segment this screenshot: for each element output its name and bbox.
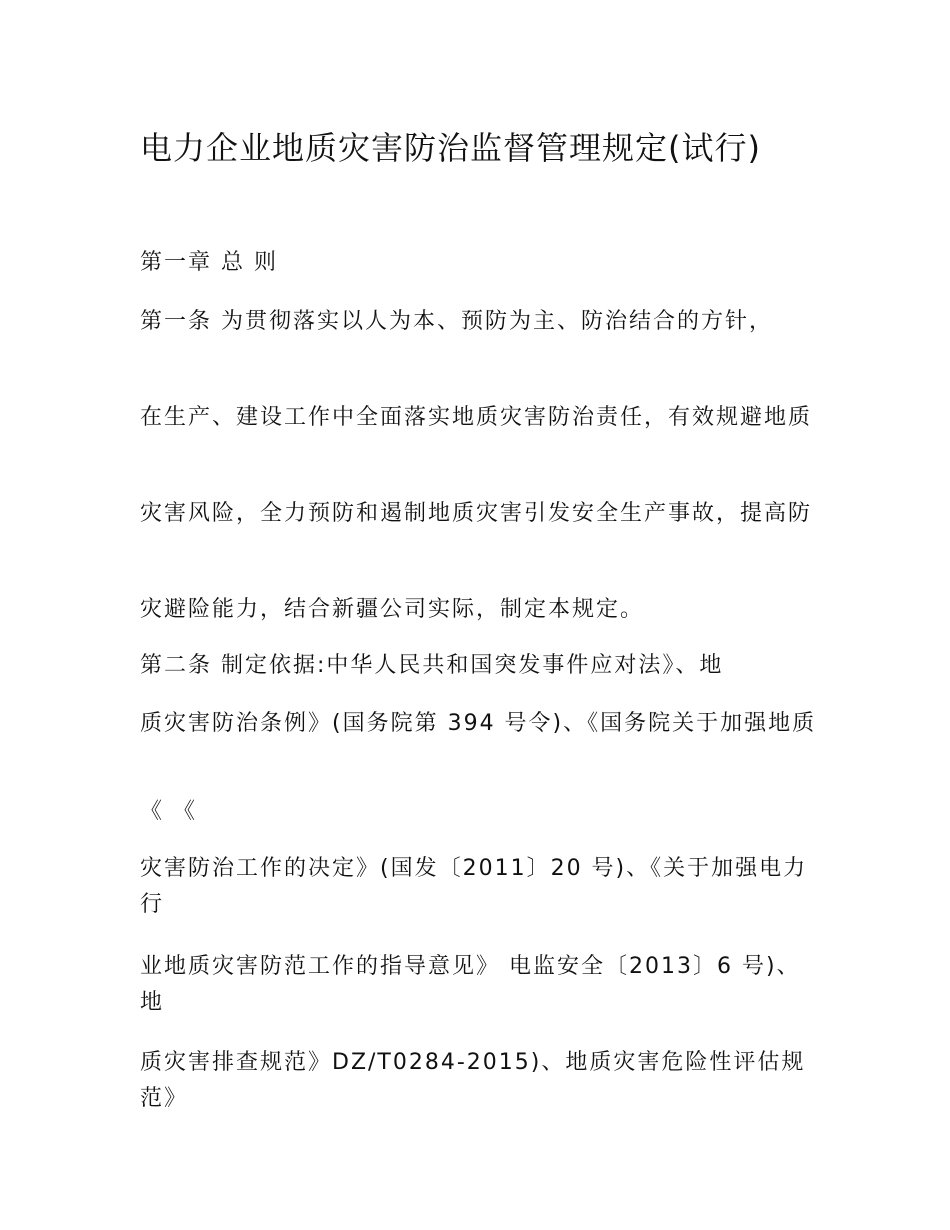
paragraph-line: 质灾害排查规范》DZ/T0284-2015)、地质灾害危险性评估规范》	[140, 1050, 806, 1111]
chapter-heading: 第一章 总 则	[140, 250, 278, 275]
paragraph-line: 灾害防治工作的决定》(国发〔2011〕20 号)、《关于加强电力行	[140, 856, 808, 917]
paragraph-line: 业地质灾害防范工作的指导意见》 电监安全〔2013〕6 号)、 地	[140, 954, 801, 1015]
document-title: 电力企业地质灾害防治监督管理规定(试行)	[140, 129, 761, 167]
paragraph-line: 在生产、建设工作中全面落实地质灾害防治责任，有效规避地质	[140, 405, 813, 430]
paragraph-line: 第二条 制定依据:中华人民共和国突发事件应对法》、地	[140, 653, 724, 678]
paragraph-line: 《 《	[140, 799, 197, 824]
paragraph-line: 灾害风险，全力预防和遏制地质灾害引发安全生产事故，提高防	[140, 501, 813, 526]
paragraph-line: 质灾害防治条例》(国务院第 394 号令)、《国务院关于加强地质	[140, 711, 817, 736]
paragraph-line: 第一条 为贯彻落实以人为本、预防为主、防治结合的方针，	[140, 309, 773, 334]
paragraph-line: 灾避险能力，结合新疆公司实际，制定本规定。	[140, 597, 645, 622]
